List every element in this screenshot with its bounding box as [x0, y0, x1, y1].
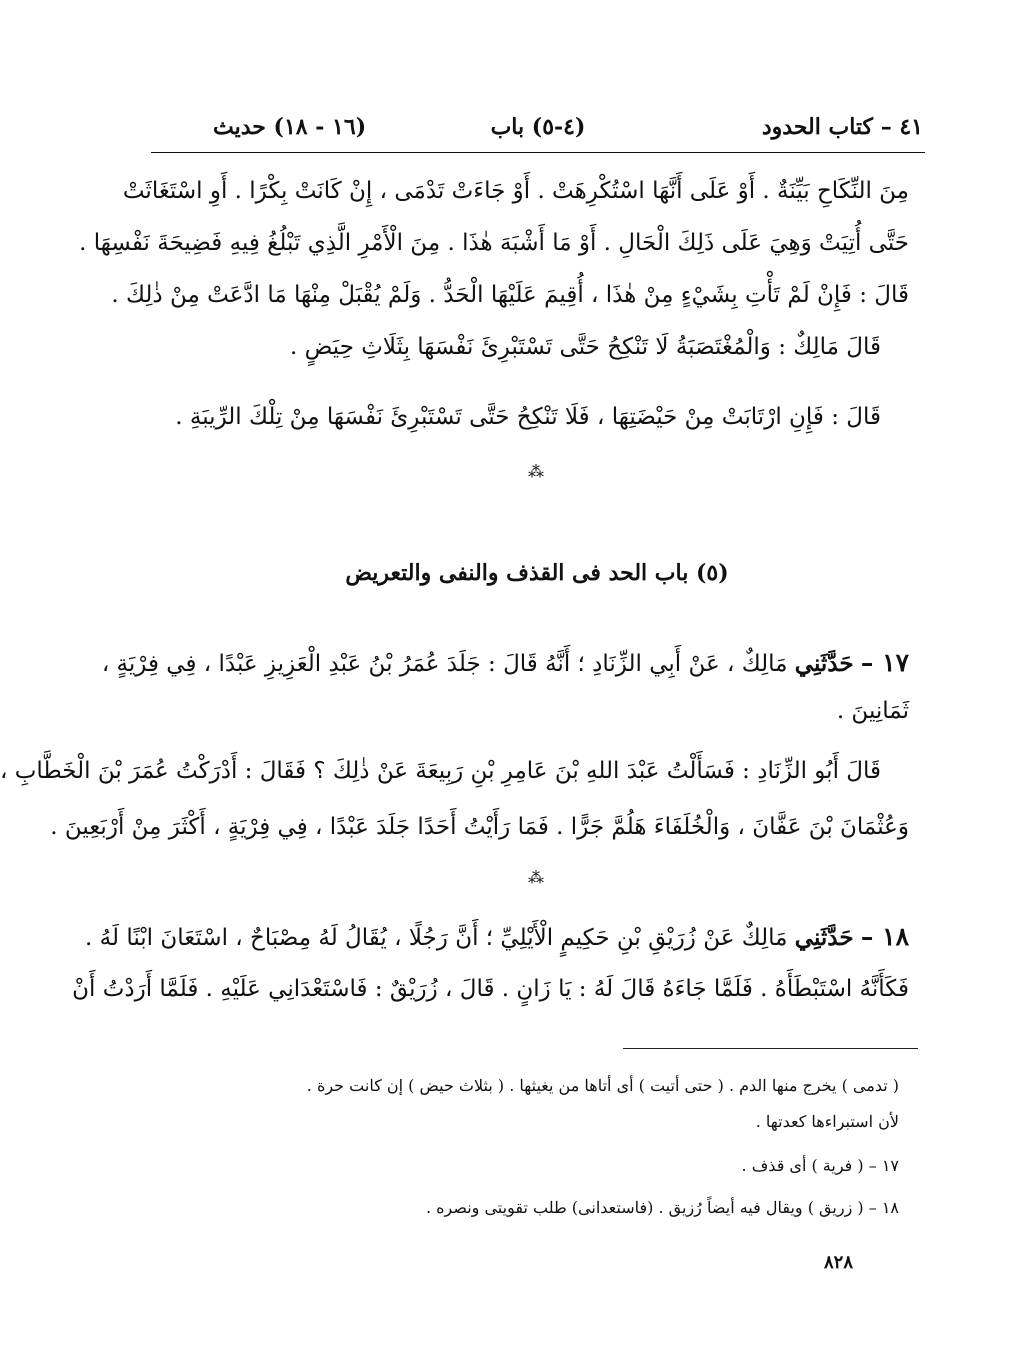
chapter-heading: (٥) باب الحد فى القذف والنفى والتعريض	[345, 560, 729, 586]
hadith-number: ١٧ –	[860, 648, 909, 677]
header-book-title: ٤١ – كتاب الحدود	[761, 114, 923, 140]
footnote: ١٨ – ( زريق ) ويقال فيه أيضاً رُزيق . (فاستعدانى) طلب تقويتى ونصره .	[425, 1198, 899, 1217]
hadith-opening: حَدَّثَنِي	[794, 650, 854, 677]
text-line: مِنَ النِّكَاحِ بَيِّنَةٌ . أَوْ عَلَى أَنَّهَا اسْتُكْرِهَتْ . أَوْ جَاءَتْ تَدْمَى ، إِنْ كَانَتْ بِكْرًا . أَوِ اسْتَغَاثَتْ	[122, 178, 909, 204]
text-line: حَتَّى أُتِيَتْ وَهِيَ عَلَى ذَلِكَ الْحَالِ . أَوْ مَا أَشْبَهَ هٰذَا . مِنَ الْأَمْرِ الَّذِي تَبْلُغُ فِيهِ فَضِيحَةَ نَفْسِهَا .	[79, 230, 909, 256]
text-line: قَالَ أَبُو الزِّنَادِ : فَسَأَلْتُ عَبْدَ اللهِ بْنَ عَامِرِ بْنِ رَبِيعَةَ عَنْ ذٰلِكَ ؟ فَقَالَ : أَدْرَكْتُ عُمَرَ بْنَ الْخَطَّابِ ،	[0, 758, 881, 784]
hadith-number: ١٨ –	[860, 922, 909, 951]
section-separator: ⁂	[528, 462, 546, 481]
page-number: ٨٢٨	[823, 1252, 853, 1273]
footnote-divider	[623, 1048, 918, 1049]
text-line: فَكَأَنَّهُ اسْتَبْطَأَهُ . فَلَمَّا جَاءَهُ قَالَ لَهُ : يَا زَانٍ . قَالَ ، زُرَيْقٌ : فَاسْتَعْدَانِي عَلَيْهِ . فَلَمَّا أَرَدْتُ أَنْ	[72, 976, 909, 1002]
header-divider	[151, 152, 925, 153]
footnote: ( تدمى ) يخرج منها الدم . ( حتى أتيت ) أى أتاها من يغيثها . ( بثلاث حيض ) إن كانت حرة .	[306, 1076, 899, 1095]
text-line: قَالَ : فَإِنْ لَمْ تَأْتِ بِشَيْءٍ مِنْ هٰذَا ، أُقِيمَ عَلَيْهَا الْحَدُّ . وَلَمْ يُقْبَلْ مِنْهَا مَا ادَّعَتْ مِنْ ذٰلِكَ .	[111, 282, 909, 308]
header-hadith-range: (١٦ - ١٨) حديث	[213, 114, 367, 140]
footnote: لأن استبراءها كعدتها .	[755, 1112, 899, 1131]
text-line: وَعُثْمَانَ بْنَ عَفَّانَ ، وَالْخُلَفَاءَ هَلُمَّ جَرًّا . فَمَا رَأَيْتُ أَحَدًا جَلَدَ عَبْدًا ، فِي فِرْيَةٍ ، أَكْثَرَ مِنْ أَرْبَعِينَ .	[50, 814, 909, 840]
hadith-18-line-1	[85, 922, 909, 974]
text-line: قَالَ مَالِكٌ : وَالْمُغْتَصَبَةُ لَا تَنْكِحُ حَتَّى تَسْتَبْرِئَ نَفْسَهَا بِثَلَاثِ حِيَضٍ .	[289, 334, 881, 360]
header-chapter: (٤-٥) باب	[490, 114, 586, 140]
hadith-opening: حَدَّثَنِي	[794, 924, 854, 951]
hadith-text: مَالِكٌ عَنْ زُرَيْقِ بْنِ حَكِيمٍ الْأَيْلِيِّ ؛ أَنَّ رَجُلًا ، يُقَالُ لَهُ مِصْبَاحٌ ، اسْتَعَانَ ابْنًا لَهُ .	[85, 925, 788, 951]
running-header	[153, 108, 923, 152]
footnote: ١٧ – ( فرية ) أى قذف .	[741, 1156, 899, 1175]
hadith-text: مَالِكٌ ، عَنْ أَبِي الزِّنَادِ ؛ أَنَّهُ قَالَ : جَلَدَ عُمَرُ بْنُ عَبْدِ الْعَزِيزِ عَبْدًا ، فِي فِرْيَةٍ ،	[101, 651, 788, 677]
section-separator: ⁂	[528, 868, 546, 887]
hadith-17-line-1	[101, 648, 909, 700]
text-line: قَالَ : فَإِنِ ارْتَابَتْ مِنْ حَيْضَتِهَا ، فَلَا تَنْكِحُ حَتَّى تَسْتَبْرِئَ نَفْسَهَا مِنْ تِلْكَ الرِّيبَةِ .	[175, 404, 881, 430]
text-line: ثَمَانِينَ .	[836, 698, 909, 724]
